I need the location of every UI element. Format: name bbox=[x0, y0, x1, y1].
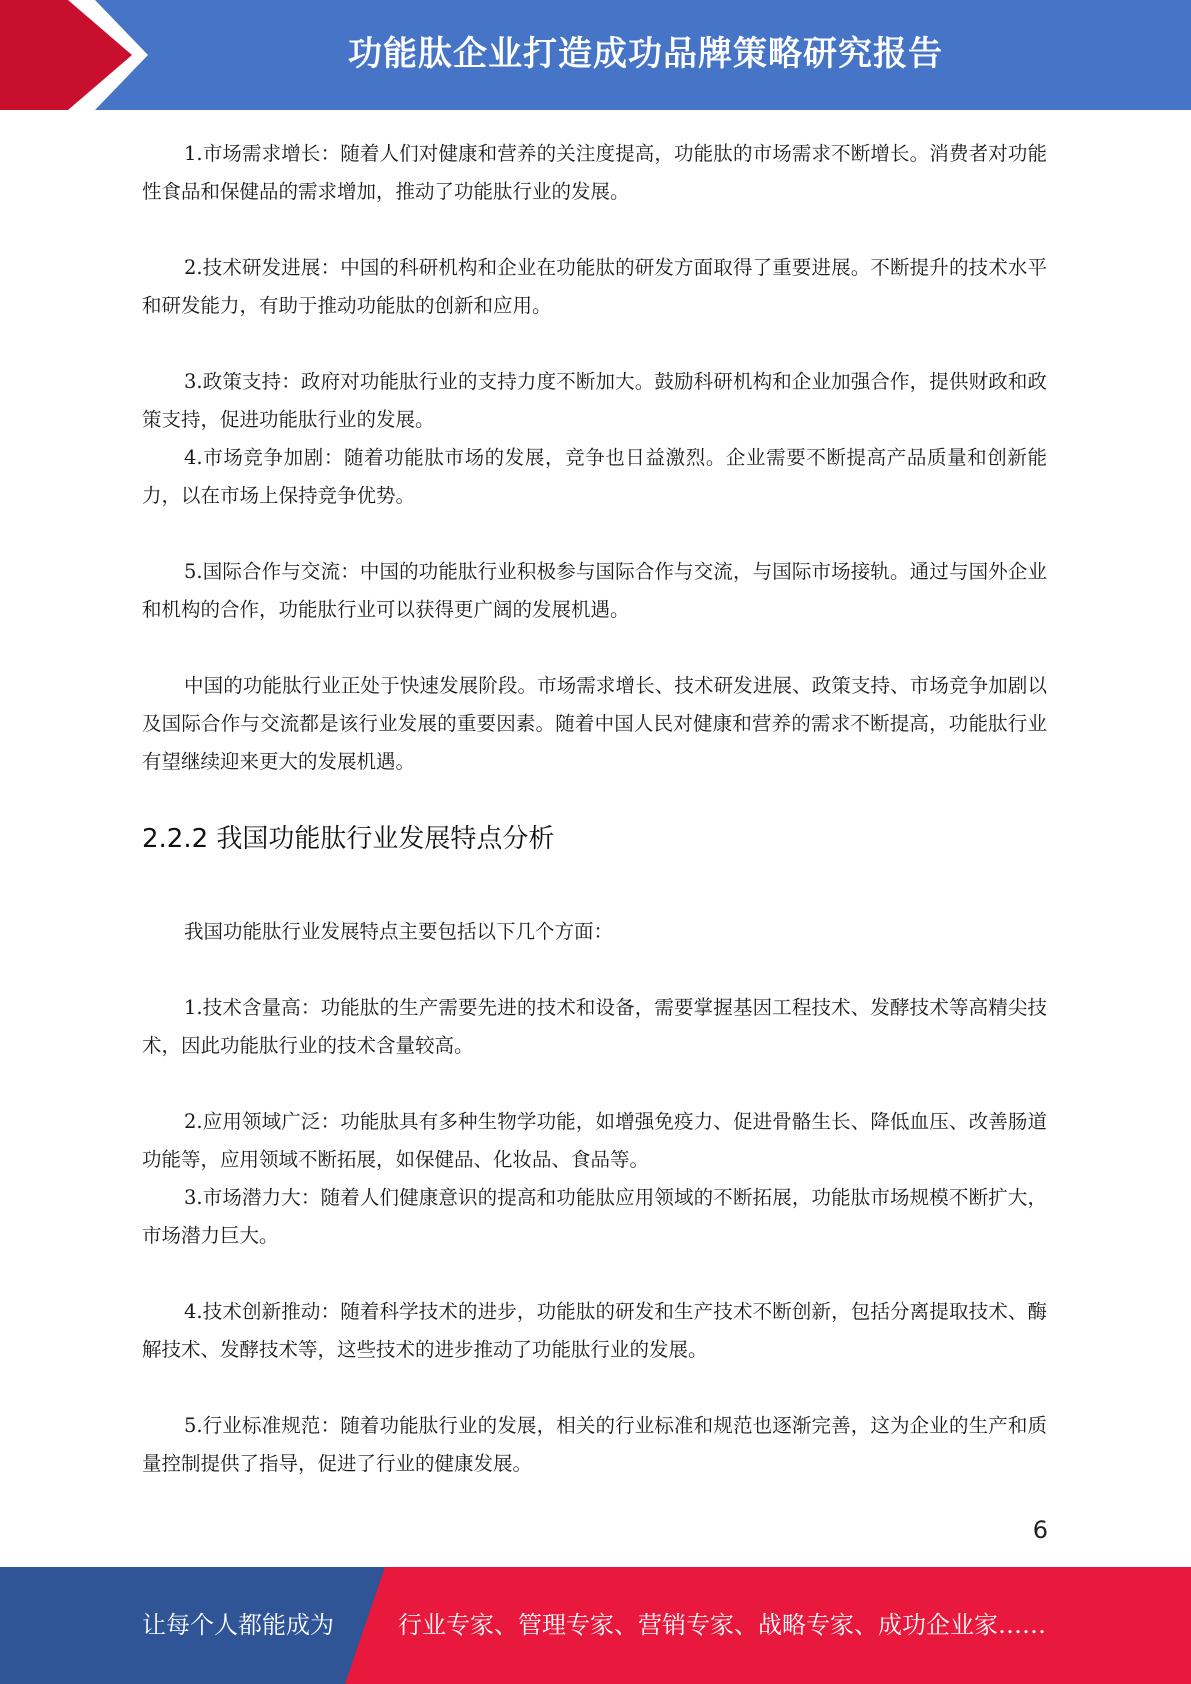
paragraph-market-potential: 3.市场潜力大：随着人们健康意识的提高和功能肽应用领域的不断拓展，功能肽市场规模不断扩大，市场潜力巨大。 bbox=[142, 1186, 1047, 1247]
paragraph-tech-innovation: 4.技术创新推动：随着科学技术的进步，功能肽的研发和生产技术不断创新，包括分离提取技术、酶解技术、发酵技术等，这些技术的进步推动了功能肽行业的发展。 bbox=[142, 1300, 1047, 1361]
paragraph-intro: 我国功能肽行业发展特点主要包括以下几个方面： bbox=[184, 920, 614, 943]
header-bar bbox=[0, 0, 1191, 110]
paragraph-wide-application: 2.应用领域广泛：功能肽具有多种生物学功能，如增强免疫力、促进骨骼生长、降低血压、改善肠道功能等，应用领域不断拓展，如保健品、化妆品、食品等。 bbox=[142, 1110, 1047, 1171]
page-title: 功能肽企业打造成功品牌策略研究报告 bbox=[348, 34, 943, 74]
paragraph-market-demand: 1.市场需求增长：随着人们对健康和营养的关注度提高，功能肽的市场需求不断增长。消费者对功能性食品和保健品的需求增加，推动了功能肽行业的发展。 bbox=[142, 142, 1047, 203]
paragraph-international-cooperation: 5.国际合作与交流：中国的功能肽行业积极参与国际合作与交流，与国际市场接轨。通过与国外企业和机构的合作，功能肽行业可以获得更广阔的发展机遇。 bbox=[142, 560, 1047, 621]
footer-slogan-right: 行业专家、管理专家、营销专家、战略专家、成功企业家…… bbox=[398, 1611, 1046, 1639]
paragraph-industry-standards: 5.行业标准规范：随着功能肽行业的发展，相关的行业标准和规范也逐渐完善，这为企业的生产和质量控制提供了指导，促进了行业的健康发展。 bbox=[142, 1414, 1047, 1475]
paragraph-market-competition: 4.市场竞争加剧：随着功能肽市场的发展，竞争也日益激烈。企业需要不断提高产品质量和创新能力，以在市场上保持竞争优势。 bbox=[142, 446, 1047, 507]
document-body bbox=[142, 135, 1047, 1483]
header-arrow-decoration bbox=[0, 0, 170, 110]
footer-slogan-left: 让每个人都能成为 bbox=[142, 1611, 334, 1639]
page-number: 6 bbox=[1032, 1516, 1048, 1544]
footer-banner bbox=[0, 1567, 1191, 1684]
section-heading: 2.2.2 我国功能肽行业发展特点分析 bbox=[142, 824, 555, 854]
paragraph-policy-support: 3.政策支持：政府对功能肽行业的支持力度不断加大。鼓励科研机构和企业加强合作，提供财政和政策支持，促进功能肽行业的发展。 bbox=[142, 370, 1047, 431]
paragraph-tech-research: 2.技术研发进展：中国的科研机构和企业在功能肽的研发方面取得了重要进展。不断提升的技术水平和研发能力，有助于推动功能肽的创新和应用。 bbox=[142, 256, 1047, 317]
paragraph-summary: 中国的功能肽行业正处于快速发展阶段。市场需求增长、技术研发进展、政策支持、市场竞争加剧以及国际合作与交流都是该行业发展的重要因素。随着中国人民对健康和营养的需求不断提高，功能肽行业有望继续迎来更大的发展机遇。 bbox=[142, 674, 1047, 773]
paragraph-high-tech: 1.技术含量高：功能肽的生产需要先进的技术和设备，需要掌握基因工程技术、发酵技术等高精尖技术，因此功能肽行业的技术含量较高。 bbox=[142, 996, 1047, 1057]
